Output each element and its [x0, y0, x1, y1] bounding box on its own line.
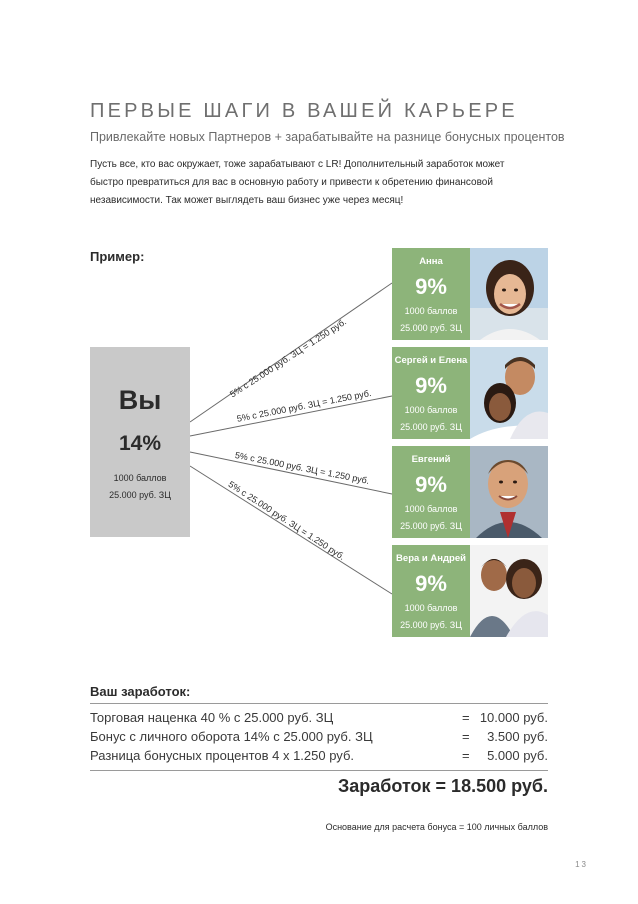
partner-percent: 9%: [415, 373, 447, 398]
partner-name: Сергей и Елена: [394, 355, 468, 366]
partner-rub: 25.000 руб. ЗЦ: [400, 323, 462, 333]
partner-name: Вера и Андрей: [396, 553, 466, 564]
partner-rub: 25.000 руб. ЗЦ: [400, 620, 462, 630]
partner-percent: 9%: [415, 472, 447, 497]
photo-couple-portrait: [470, 347, 548, 439]
you-title: Вы: [118, 385, 162, 415]
earnings-row-eq: =: [462, 748, 470, 763]
partner-points: 1000 баллов: [404, 306, 458, 316]
partner-percent: 9%: [415, 274, 447, 299]
partner-points: 1000 баллов: [404, 603, 458, 613]
bonus-basis-note: Основание для расчета бонуса = 100 личных баллов: [325, 822, 548, 832]
partner-points: 1000 баллов: [404, 405, 458, 415]
you-rub: 25.000 руб. ЗЦ: [109, 490, 171, 500]
partner-points: 1000 баллов: [404, 504, 458, 514]
page-subtitle: Привлекайте новых Партнеров + зарабатывайте на разнице бонусных процентов: [90, 130, 565, 144]
you-percent: 14%: [118, 432, 162, 455]
partner-box-vera-andrey: [392, 545, 470, 637]
connector-line-4: [190, 466, 392, 594]
partner-rub: 25.000 руб. ЗЦ: [400, 521, 462, 531]
earnings-row: [90, 729, 548, 747]
connector-line-2: [190, 396, 392, 436]
earnings-total: Заработок = 18.500 руб.: [338, 776, 548, 796]
earnings-divider-bottom: [90, 770, 548, 771]
earnings-row-eq: =: [462, 710, 470, 725]
earnings-row-value: 5.000 руб.: [487, 748, 548, 763]
photo-couple-portrait: [470, 545, 548, 637]
partner-box-evgeny: [392, 446, 470, 538]
partner-name: Евгений: [411, 454, 451, 465]
earnings-row-value: 10.000 руб.: [479, 710, 548, 725]
connector-label-2: 5% с 25.000 руб. ЗЦ = 1.250 руб.: [236, 387, 373, 424]
photo-woman-portrait: [470, 248, 548, 340]
earnings-row-eq: =: [462, 729, 470, 744]
connector-label-3: 5% с 25.000 руб. ЗЦ = 1.250 руб.: [234, 450, 371, 486]
page-number: 13: [575, 860, 588, 869]
partner-percent: 9%: [415, 571, 447, 596]
earnings-row: [90, 710, 548, 728]
earnings-row-label: Торговая наценка 40 % с 25.000 руб. ЗЦ: [90, 710, 334, 725]
connector-line-3: [190, 452, 392, 494]
partner-name: Анна: [419, 256, 443, 267]
earnings-row-label: Разница бонусных процентов 4 х 1.250 руб.: [90, 748, 355, 763]
connector-label-1: 5% с 25.000 руб. ЗЦ = 1.250 руб.: [228, 316, 349, 400]
you-box: [90, 347, 190, 537]
connector-label-4: 5% с 25.000 руб. ЗЦ = 1.250 руб.: [226, 479, 347, 562]
earnings-row-value: 3.500 руб.: [487, 729, 548, 744]
earnings-row-label: Бонус с личного оборота 14% с 25.000 руб. ЗЦ: [90, 729, 373, 744]
intro-paragraph: Пусть все, кто вас окружает, тоже зарабатывают с LR! Дополнительный заработок может быстро превратиться для вас в основную работу и привести к обретению финансовой независимости. Так может выглядеть ваш бизнес уже через месяц!: [90, 159, 505, 206]
page-title: ПЕРВЫЕ ШАГИ В ВАШЕЙ КАРЬЕРЕ: [90, 100, 518, 122]
partner-box-anna: [392, 248, 470, 340]
you-points: 1000 баллов: [113, 473, 167, 483]
earnings-row: [90, 748, 548, 766]
earnings-divider-top: [90, 703, 548, 704]
example-label: Пример:: [90, 249, 145, 264]
earnings-label: Ваш заработок:: [90, 684, 191, 699]
partner-box-sergey-elena: [392, 347, 470, 439]
partner-rub: 25.000 руб. ЗЦ: [400, 422, 462, 432]
photo-man-portrait: [470, 446, 548, 538]
